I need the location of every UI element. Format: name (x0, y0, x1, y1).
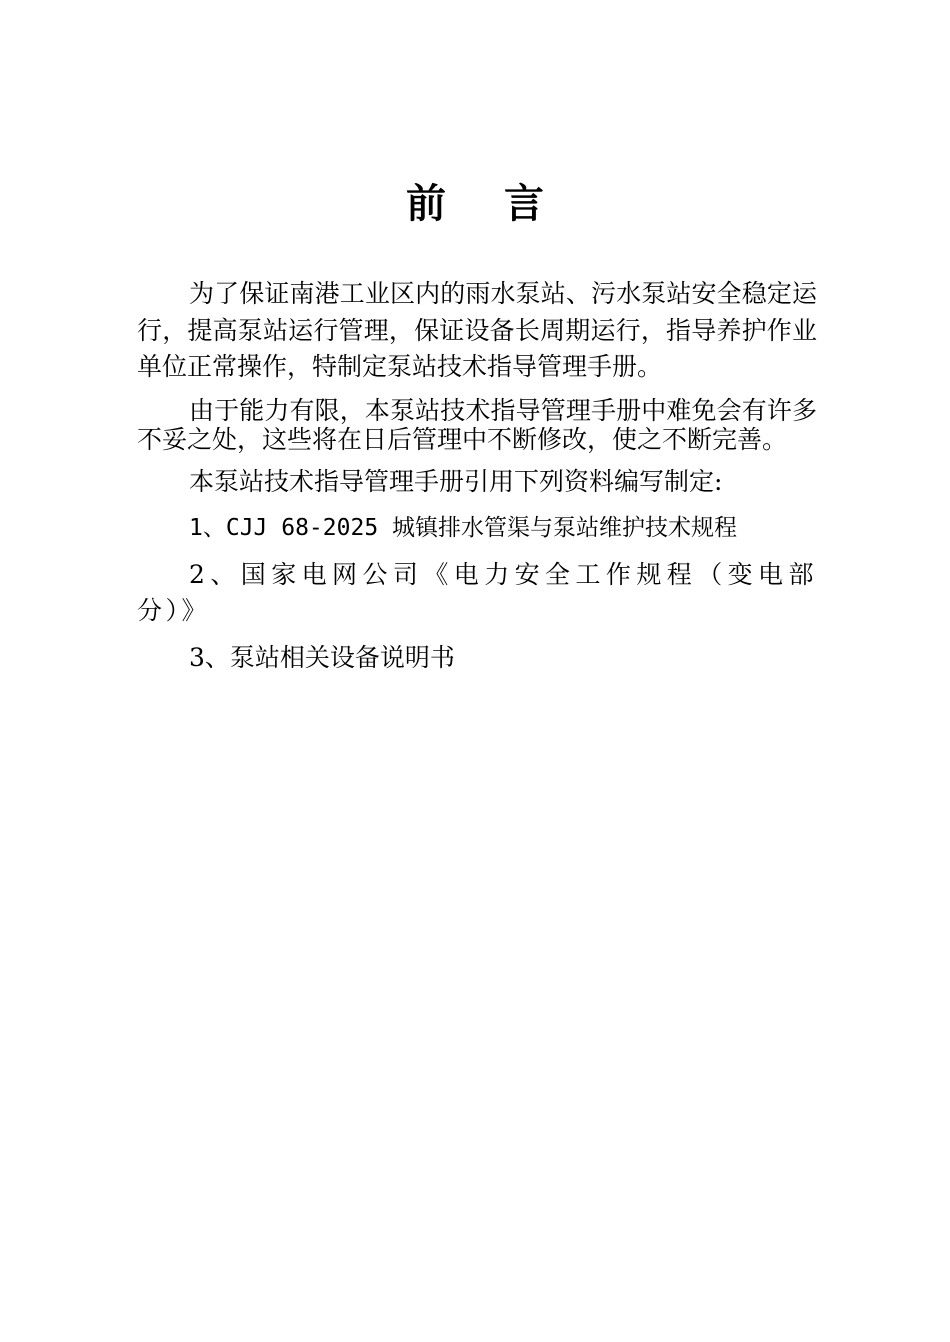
paragraph-disclaimer: 由于能力有限，本泵站技术指导管理手册中难免会有许多不妥之处，这些将在日后管理中不断修改，使之不断完善。 (137, 395, 817, 454)
paragraph-purpose: 为了保证南港工业区内的雨水泵站、污水泵站安全稳定运行，提高泵站运行管理，保证设备长周期运行，指导养护作业单位正常操作，特制定泵站技术指导管理手册。 (137, 279, 817, 381)
reference-item-2: 2、国家电网公司《电力安全工作规程（变电部分）》 (137, 559, 817, 625)
paragraph-references-intro: 本泵站技术指导管理手册引用下列资料编写制定: (189, 466, 723, 496)
reference-item-3: 3、泵站相关设备说明书 (189, 642, 455, 672)
preface-body (137, 276, 817, 676)
page-title: 前 言 (406, 180, 566, 227)
reference-item-1: 1、CJJ 68-2025 城镇排水管渠与泵站维护技术规程 (189, 515, 738, 541)
